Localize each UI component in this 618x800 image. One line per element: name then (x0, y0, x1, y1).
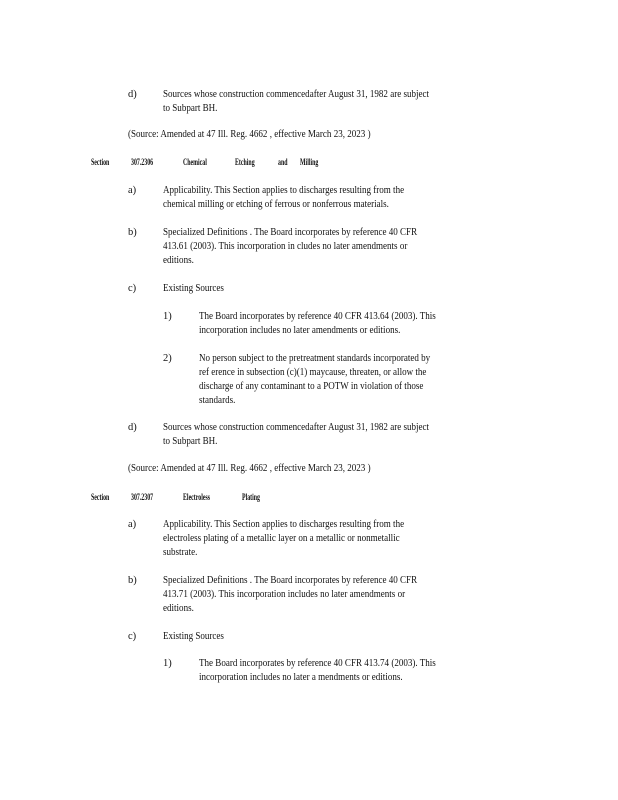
section-word: Section (91, 158, 110, 168)
paragraph-line: substrate. (163, 547, 198, 558)
subitem-label: 1) (163, 658, 172, 669)
item-label: c) (128, 631, 137, 642)
section-title-word: Plating (242, 493, 260, 503)
subitem-label: 2) (163, 353, 172, 364)
paragraph-line: 413.61 (2003). This incorporation in cludes no later amendments or (163, 241, 408, 252)
paragraph-line: chemical milling or etching of ferrous or nonferrous materials. (163, 199, 389, 210)
paragraph-line: Specialized Definitions . The Board incorporates by reference 40 CFR (163, 227, 418, 238)
paragraph-line: Sources whose construction commencedafter August 31, 1982 are subject (163, 89, 430, 100)
paragraph-line: incorporation includes no later a mendments or editions. (199, 672, 403, 683)
section-title-word: Etching (235, 158, 255, 168)
section-title-word: Milling (300, 158, 319, 168)
section-word: Section (91, 493, 110, 503)
item-label: c) (128, 283, 137, 294)
item-label: b) (128, 227, 137, 238)
paragraph-line: standards. (199, 395, 236, 406)
section-title-word: and (278, 158, 288, 168)
item-label: a) (128, 185, 137, 196)
paragraph-line: incorporation includes no later amendments or editions. (199, 325, 401, 336)
paragraph-line: ref erence in subsection (c)(1) maycause, threaten, or allow the (199, 367, 427, 378)
paragraph-line: No person subject to the pretreatment standards incorporated by (199, 353, 431, 364)
paragraph-line: Applicability. This Section applies to discharges resulting from the (163, 519, 405, 530)
section-title-word: Electroless (183, 493, 211, 503)
paragraph-line: The Board incorporates by reference 40 CFR 413.74 (2003). This (199, 658, 436, 669)
paragraph-line: Existing Sources (163, 631, 224, 642)
paragraph-line: 413.71 (2003). This incorporation includes no later amendments or (163, 589, 406, 600)
section-number: 307.2306 (131, 158, 154, 168)
paragraph-line: editions. (163, 603, 194, 614)
item-label: a) (128, 519, 137, 530)
item-label: d) (128, 422, 137, 433)
paragraph-line: to Subpart BH. (163, 436, 218, 447)
paragraph-line: to Subpart BH. (163, 103, 218, 114)
item-label: b) (128, 575, 137, 586)
source-note: (Source: Amended at 47 Ill. Reg. 4662 , effective March 23, 2023 ) (128, 129, 371, 140)
paragraph-line: Specialized Definitions . The Board incorporates by reference 40 CFR (163, 575, 418, 586)
paragraph-line: Existing Sources (163, 283, 224, 294)
paragraph-line: discharge of any contaminant to a POTW in violation of those (199, 381, 424, 392)
subitem-label: 1) (163, 311, 172, 322)
paragraph-line: electroless plating of a metallic layer on a metallic or nonmetallic (163, 533, 400, 544)
section-number: 307.2307 (131, 493, 154, 503)
item-label: d) (128, 89, 137, 100)
paragraph-line: Sources whose construction commencedafter August 31, 1982 are subject (163, 422, 430, 433)
paragraph-line: The Board incorporates by reference 40 CFR 413.64 (2003). This (199, 311, 436, 322)
paragraph-line: editions. (163, 255, 194, 266)
section-title-word: Chemical (183, 158, 207, 168)
paragraph-line: Applicability. This Section applies to discharges resulting from the (163, 185, 405, 196)
source-note: (Source: Amended at 47 Ill. Reg. 4662 , effective March 23, 2023 ) (128, 463, 371, 474)
